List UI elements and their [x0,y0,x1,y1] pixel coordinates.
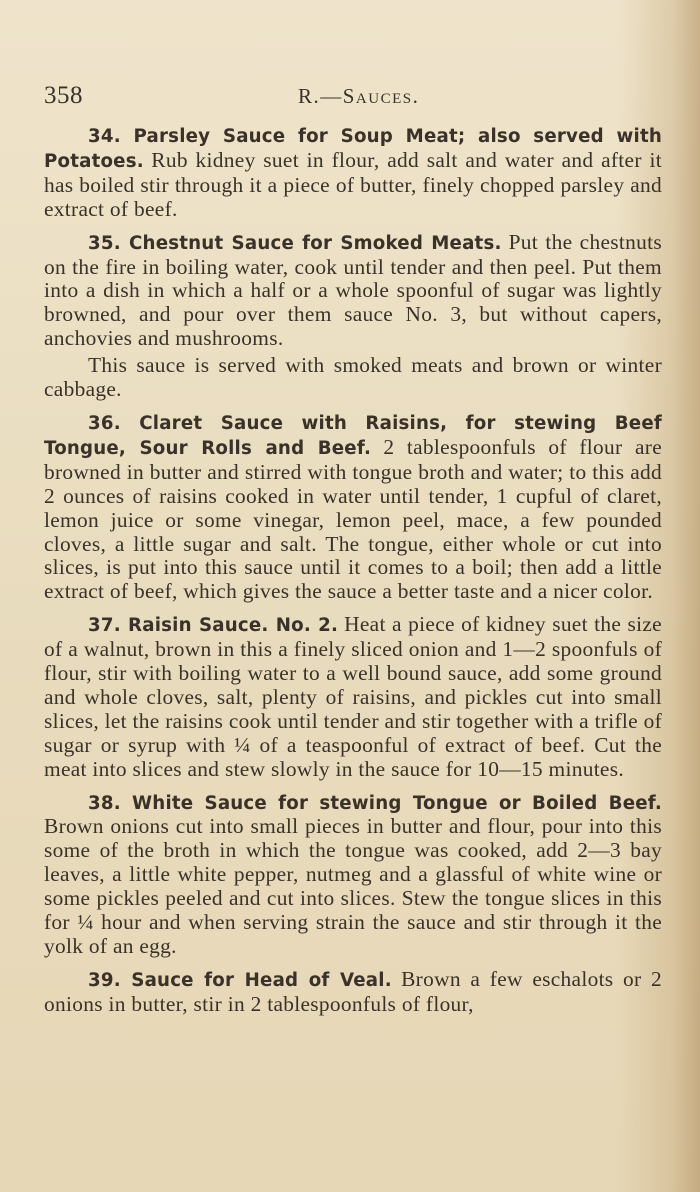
recipe-text-block [44,124,662,1017]
recipe-instructions: Heat a piece of kidney suet the size of a walnut, brown in this a finely sliced onion and 1—2 spoonfuls of flour, stir with boiling water to a well bound sauce, add some ground and whole cloves, salt, plenty of raisins, and pickles cut into small slices, let the raisins cook until tender and stir together with a trifle of sugar or syrup with ¼ of a teaspoonful of extract of beef. Cut the meat into slices and stew slowly in the sauce for 10—15 minutes. [44,612,663,781]
recipe-heading: 39. Sauce for Head of Veal. [88,969,392,991]
recipe-34 [44,124,662,222]
running-head [44,82,660,112]
recipe-heading: 36. Claret Sauce with Raisins, for stewing Beef Tongue, Sour Rolls and Beef. [44,412,662,459]
recipe-instructions: Brown onions cut into small pieces in butter and flour, pour into this some of the broth in which the tongue was cooked, add 2—3 bay leaves, a little white pepper, nutmeg and a glassful of white wine or some pickles peeled and cut into slices. Stew the tongue slices in this for ¼ hour and when serving strain the sauce and stir through it the yolk of an egg. [44,814,662,958]
recipe-instructions: Rub kidney suet in flour, add salt and water and after it has boiled stir through it a piece of butter, finely chopped parsley and extract of beef. [44,147,662,221]
recipe-instructions: Put the chestnuts on the fire in boiling water, cook until tender and then peel. Put them into a dish in which a half or a whole spoonful of sugar was lightly browned, and pour over them sauce No. 3, but without capers, anchovies and mushrooms. [44,229,662,351]
recipe-39 [44,968,662,1017]
recipe-instructions: Brown a few eschalots or 2 onions in butter, stir in 2 tablespoonfuls of flour, [44,966,662,1016]
recipe-heading: 35. Chestnut Sauce for Smoked Meats. [88,232,502,254]
recipe-35-note: This sauce is served with smoked meats and brown or winter cabbage. [44,353,662,402]
recipe-35 [44,231,662,352]
section-title: R.—Sauces. [298,84,420,108]
recipe-38 [44,791,662,959]
recipe-36 [44,411,662,604]
recipe-heading: 37. Raisin Sauce. No. 2. [88,615,339,637]
recipe-instructions: 2 tablespoonfuls of flour are browned in butter and stirred with tongue broth and water; to this add 2 ounces of raisins cooked in water until tender, 1 cupful of claret, lemon juice or some vinegar, lemon peel, mace, a few pounded cloves, a little sugar and salt. The tongue, either whole or cut into slices, is put into this sauce until it comes to a boil; then add a little extract of beef, which gives the sauce a better taste and a nicer color. [44,434,662,604]
recipe-heading: 34. Parsley Sauce for Soup Meat; also served with Potatoes. [44,126,662,172]
page-number: 358 [44,82,83,109]
recipe-heading: 38. White Sauce for stewing Tongue or Boiled Beef. [88,792,662,814]
recipe-37 [44,613,662,781]
